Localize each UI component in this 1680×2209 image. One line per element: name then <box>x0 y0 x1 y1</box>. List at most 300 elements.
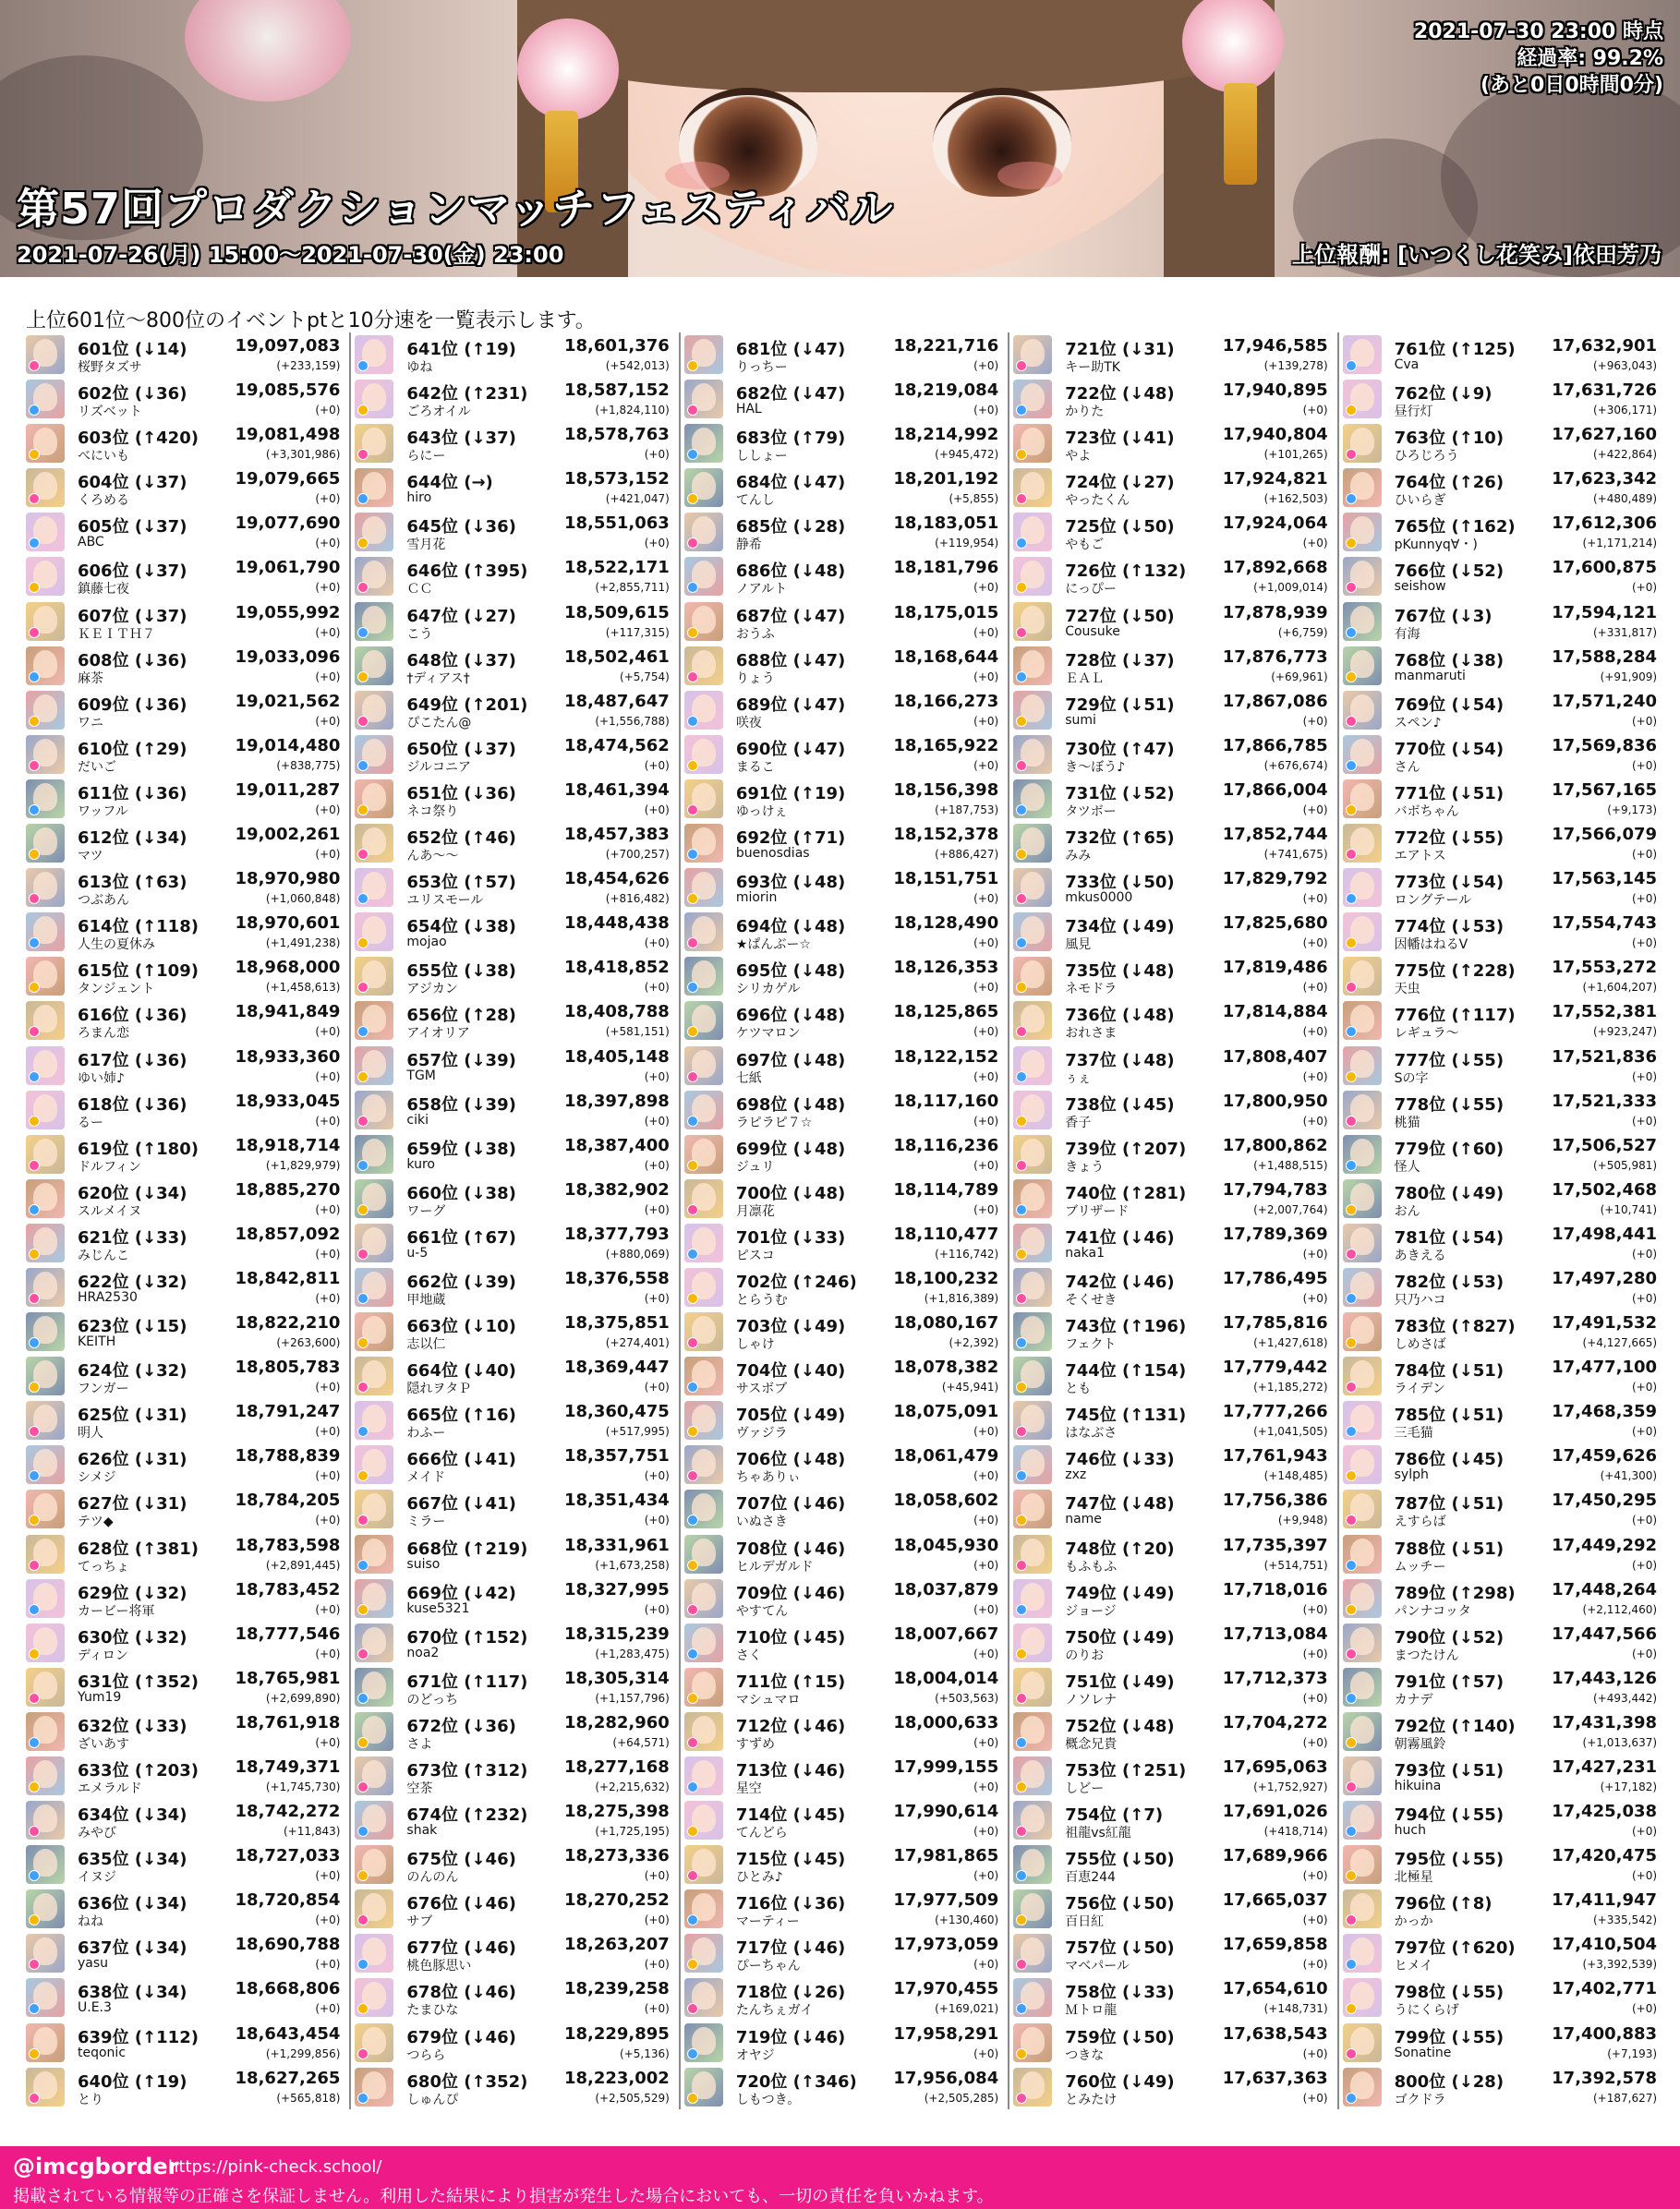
avatar-icon <box>684 1179 723 1218</box>
ten-minute-speed: (+0) <box>1631 936 1658 950</box>
event-points: 17,659,858 <box>1222 1935 1328 1955</box>
event-points: 18,282,960 <box>563 1712 670 1732</box>
ranking-row <box>22 1177 349 1221</box>
producer-name: パンナコッタ <box>1394 1603 1471 1619</box>
event-points: 18,168,644 <box>893 646 999 667</box>
ten-minute-speed: (+0) <box>973 1158 999 1172</box>
ten-minute-speed: (+274,401) <box>605 1336 670 1350</box>
rank-label: 695位 (↓48) <box>735 961 846 982</box>
ranking-row <box>1339 1842 1666 1887</box>
producer-name: 志以仁 <box>406 1337 446 1353</box>
rank-label: 727位 (↓50) <box>1065 606 1175 626</box>
event-points: 18,263,207 <box>563 1935 670 1955</box>
ranking-row <box>681 1398 1008 1442</box>
ranking-row <box>351 777 678 821</box>
producer-name: おうふ <box>735 626 775 642</box>
rank-label: 745位 (↑131) <box>1065 1406 1187 1426</box>
producer-name: 祖龍vs紅龍 <box>1065 1826 1131 1841</box>
ten-minute-speed: (+0) <box>973 1958 999 1972</box>
ranking-row <box>351 377 678 421</box>
rank-label: 730位 (↑47) <box>1065 739 1175 759</box>
ten-minute-speed: (+2,855,711) <box>595 581 670 595</box>
ten-minute-speed: (+11,843) <box>284 1825 341 1839</box>
ten-minute-speed: (+0) <box>973 2046 999 2060</box>
event-points: 17,973,059 <box>893 1935 999 1955</box>
rank-label: 619位 (↑180) <box>78 1139 199 1159</box>
ranking-column <box>349 332 678 2109</box>
producer-name: とらうむ <box>735 1292 788 1308</box>
producer-name: 只乃ハコ <box>1394 1292 1446 1308</box>
rank-label: 663位 (↓10) <box>406 1317 516 1337</box>
event-points: 18,331,961 <box>563 1535 670 1555</box>
producer-name: うにくらげ <box>1394 2003 1459 2019</box>
ranking-row <box>1339 644 1666 688</box>
ranking-row <box>1339 1398 1666 1442</box>
ten-minute-speed: (+0) <box>644 1514 670 1527</box>
event-points: 17,443,126 <box>1552 1668 1658 1688</box>
producer-name: つぶあん <box>78 893 129 909</box>
avatar-icon <box>1013 1224 1052 1262</box>
producer-name: エアトス <box>1394 849 1446 864</box>
ten-minute-speed: (+0) <box>1302 714 1328 728</box>
rank-label: 671位 (↑117) <box>406 1672 528 1692</box>
producer-name: オヤジ <box>735 2047 775 2063</box>
event-points: 17,420,475 <box>1552 1846 1658 1866</box>
event-points: 18,214,992 <box>893 425 999 445</box>
event-points: 18,229,895 <box>563 2023 670 2044</box>
avatar-icon <box>684 1934 723 1973</box>
avatar-icon <box>1013 957 1052 996</box>
rank-label: 670位 (↑152) <box>406 1627 528 1648</box>
rank-label: 725位 (↓50) <box>1065 517 1175 537</box>
rank-label: 716位 (↓36) <box>735 1894 846 1914</box>
avatar-icon <box>684 1624 723 1662</box>
event-points: 18,933,045 <box>235 1091 341 1111</box>
avatar-icon <box>1343 1624 1382 1662</box>
ten-minute-speed: (+119,954) <box>935 537 999 550</box>
event-points: 18,509,615 <box>563 602 670 622</box>
producer-name: さく <box>735 1648 762 1663</box>
rank-label: 617位 (↓36) <box>78 1050 187 1070</box>
event-points: 19,061,790 <box>235 558 341 578</box>
ranking-row <box>1009 1088 1336 1132</box>
ten-minute-speed: (+421,047) <box>605 492 670 506</box>
producer-name: くろめる <box>78 493 129 509</box>
event-points: 18,239,258 <box>563 1979 670 1999</box>
producer-name: hikuina <box>1394 1779 1442 1793</box>
producer-name: ゆい姉♪ <box>78 1070 125 1086</box>
ten-minute-speed: (+263,600) <box>276 1336 341 1350</box>
rank-label: 620位 (↓34) <box>78 1183 187 1203</box>
event-points: 18,183,051 <box>893 513 999 534</box>
event-points: 18,822,210 <box>235 1313 341 1334</box>
rank-label: 624位 (↓32) <box>78 1361 187 1382</box>
event-points: 18,116,236 <box>893 1135 999 1155</box>
rank-label: 699位 (↓48) <box>735 1139 846 1159</box>
avatar-icon <box>1013 1091 1052 1129</box>
rank-label: 618位 (↓36) <box>78 1094 187 1115</box>
avatar-icon <box>684 1712 723 1751</box>
ranking-row <box>681 1576 1008 1621</box>
rank-label: 724位 (↓27) <box>1065 473 1175 493</box>
ten-minute-speed: (+2,505,529) <box>595 2091 670 2105</box>
producer-name: 甲地蔵 <box>406 1292 446 1308</box>
ten-minute-speed: (+0) <box>315 1425 341 1439</box>
ranking-row <box>22 1398 349 1442</box>
avatar-icon <box>26 1179 65 1218</box>
ranking-row <box>1009 1398 1336 1442</box>
ranking-row <box>1339 421 1666 465</box>
ten-minute-speed: (+0) <box>1631 1381 1658 1394</box>
producer-name: 星空 <box>735 1781 762 1796</box>
avatar-icon <box>355 1401 393 1440</box>
ranking-row <box>1339 821 1666 865</box>
avatar-icon <box>26 691 65 730</box>
avatar-icon <box>1013 2068 1052 2106</box>
avatar-icon <box>355 602 393 641</box>
ten-minute-speed: (+0) <box>644 2002 670 2016</box>
event-points: 18,357,751 <box>563 1446 670 1467</box>
rank-label: 652位 (↑46) <box>406 828 516 849</box>
avatar-icon <box>684 1889 723 1928</box>
ranking-row <box>22 421 349 465</box>
event-points: 19,079,665 <box>235 469 341 489</box>
ten-minute-speed: (+880,069) <box>605 1247 670 1261</box>
rank-label: 657位 (↓39) <box>406 1050 516 1070</box>
event-points: 18,058,602 <box>893 1491 999 1511</box>
ten-minute-speed: (+422,864) <box>1592 448 1658 462</box>
ranking-row <box>681 998 1008 1043</box>
twitter-handle[interactable]: @imcgborder <box>13 2154 179 2179</box>
ten-minute-speed: (+0) <box>315 848 341 862</box>
event-points: 17,808,407 <box>1222 1046 1328 1067</box>
event-points: 18,408,788 <box>563 1002 670 1022</box>
event-points: 18,970,601 <box>235 913 341 934</box>
avatar-icon <box>26 779 65 818</box>
producer-name: ししょー <box>735 449 788 465</box>
rank-label: 702位 (↑246) <box>735 1272 857 1292</box>
ten-minute-speed: (+700,257) <box>605 848 670 862</box>
event-points: 17,553,272 <box>1552 958 1658 978</box>
avatar-icon <box>355 1224 393 1262</box>
event-points: 17,665,037 <box>1222 1890 1328 1911</box>
ranking-row <box>1339 998 1666 1043</box>
avatar-icon <box>355 2023 393 2062</box>
ten-minute-speed: (+0) <box>973 1069 999 1083</box>
event-points: 18,405,148 <box>563 1046 670 1067</box>
event-points: 17,567,165 <box>1552 779 1658 800</box>
ten-minute-speed: (+1,752,927) <box>1253 1780 1328 1793</box>
rank-label: 697位 (↓48) <box>735 1050 846 1070</box>
producer-name: しゃけ <box>735 1337 775 1353</box>
avatar-icon <box>1013 557 1052 596</box>
producer-name: にっぴー <box>1065 582 1117 598</box>
event-points: 17,497,280 <box>1552 1268 1658 1288</box>
event-points: 18,377,793 <box>563 1224 670 1244</box>
ranking-row <box>351 1754 678 1798</box>
avatar-icon <box>1343 1889 1382 1928</box>
ten-minute-speed: (+139,278) <box>1263 359 1328 372</box>
ranking-row <box>681 1665 1008 1709</box>
event-points: 17,654,610 <box>1222 1979 1328 1999</box>
ranking-row <box>681 1842 1008 1887</box>
event-points: 18,045,930 <box>893 1535 999 1555</box>
ten-minute-speed: (+1,427,618) <box>1253 1336 1328 1350</box>
event-points: 17,427,231 <box>1552 1757 1658 1777</box>
event-points: 17,569,836 <box>1552 735 1658 755</box>
avatar-icon <box>355 1934 393 1973</box>
rank-label: 771位 (↓51) <box>1394 783 1505 803</box>
producer-name: ケツマロン <box>735 1026 801 1042</box>
rank-label: 606位 (↓37) <box>78 561 187 582</box>
ranking-row <box>1339 1754 1666 1798</box>
avatar-icon <box>1343 2068 1382 2106</box>
ranking-row <box>351 1442 678 1487</box>
ten-minute-speed: (+1,745,730) <box>265 1780 341 1793</box>
ranking-row <box>1339 465 1666 510</box>
avatar-icon <box>355 1091 393 1129</box>
ranking-row <box>22 1754 349 1798</box>
avatar-icon <box>1013 1934 1052 1973</box>
rank-label: 664位 (↓40) <box>406 1361 516 1382</box>
ranking-row <box>1009 377 1336 421</box>
rank-label: 731位 (↓52) <box>1065 783 1175 803</box>
producer-name: huch <box>1394 1823 1426 1839</box>
producer-name: 麻茶 <box>78 670 103 686</box>
event-points: 18,000,633 <box>893 1712 999 1732</box>
producer-name: ろまん恋 <box>78 1026 129 1042</box>
ranking-row <box>351 1487 678 1531</box>
event-points: 17,594,121 <box>1552 602 1658 622</box>
event-points: 18,125,865 <box>893 1002 999 1022</box>
event-points: 17,794,783 <box>1222 1179 1328 1200</box>
event-points: 18,551,063 <box>563 513 670 534</box>
ranking-row <box>22 644 349 688</box>
avatar-icon <box>1343 646 1382 685</box>
ten-minute-speed: (+0) <box>315 1381 341 1394</box>
ten-minute-speed: (+0) <box>644 981 670 995</box>
producer-name: とも <box>1065 1382 1092 1397</box>
rank-label: 776位 (↑117) <box>1394 1006 1516 1026</box>
producer-name: はなぶさ <box>1065 1426 1118 1442</box>
event-points: 18,156,398 <box>893 779 999 800</box>
event-points: 18,970,980 <box>235 869 341 889</box>
ten-minute-speed: (+0) <box>1631 848 1658 862</box>
event-points: 18,114,789 <box>893 1179 999 1200</box>
timestamp: 2021-07-30 23:00 時点 <box>1413 20 1663 43</box>
ten-minute-speed: (+0) <box>315 1869 341 1883</box>
ranking-row <box>22 1842 349 1887</box>
producer-name: ドルフィン <box>78 1159 141 1175</box>
producer-name: きょう <box>1065 1159 1105 1175</box>
event-points: 17,695,063 <box>1222 1757 1328 1777</box>
ten-minute-speed: (+2,007,764) <box>1253 1202 1328 1216</box>
event-points: 18,461,394 <box>563 779 670 800</box>
event-points: 17,876,773 <box>1222 646 1328 667</box>
ten-minute-speed: (+493,442) <box>1592 1691 1658 1705</box>
rank-label: 678位 (↓46) <box>406 1983 516 2003</box>
producer-name: とみたけ <box>1065 2092 1118 2107</box>
ranking-row <box>1009 1132 1336 1177</box>
ten-minute-speed: (+0) <box>644 1114 670 1128</box>
rank-label: 626位 (↓31) <box>78 1450 187 1470</box>
event-points: 17,449,292 <box>1552 1535 1658 1555</box>
rank-label: 690位 (↓47) <box>735 739 846 759</box>
avatar-icon <box>1343 1179 1382 1218</box>
ten-minute-speed: (+0) <box>644 1869 670 1883</box>
avatar-icon <box>684 1312 723 1351</box>
ranking-row <box>1339 1442 1666 1487</box>
rank-label: 772位 (↓55) <box>1394 828 1505 849</box>
ten-minute-speed: (+0) <box>1302 803 1328 816</box>
avatar-icon <box>355 646 393 685</box>
event-points: 17,402,771 <box>1552 1979 1658 1999</box>
ranking-row <box>1339 2021 1666 2065</box>
ten-minute-speed: (+0) <box>1302 936 1328 950</box>
ten-minute-speed: (+0) <box>644 936 670 950</box>
ranking-row <box>1339 554 1666 598</box>
ranking-row <box>681 1798 1008 1842</box>
ten-minute-speed: (+1,824,110) <box>595 404 670 417</box>
event-points: 17,563,145 <box>1552 869 1658 889</box>
ranking-row <box>22 2065 349 2109</box>
site-link[interactable]: https://pink-check.school/ <box>168 2157 382 2177</box>
avatar-icon <box>1343 779 1382 818</box>
avatar-icon <box>1343 1357 1382 1395</box>
producer-name: ロングテール <box>1394 893 1472 909</box>
ten-minute-speed: (+0) <box>1302 1602 1328 1616</box>
producer-name: 人生の夏休み <box>78 937 155 953</box>
rank-label: 729位 (↓51) <box>1065 694 1175 715</box>
ten-minute-speed: (+0) <box>644 758 670 772</box>
ten-minute-speed: (+0) <box>1631 1514 1658 1527</box>
ranking-row <box>1339 510 1666 554</box>
avatar-icon <box>26 424 65 463</box>
ten-minute-speed: (+0) <box>973 404 999 417</box>
producer-name: 有海 <box>1394 626 1420 642</box>
rank-label: 622位 (↓32) <box>78 1272 187 1292</box>
rank-label: 688位 (↓47) <box>735 650 846 670</box>
update-info <box>1414 18 1663 99</box>
ranking-row <box>351 1842 678 1887</box>
event-points: 19,021,562 <box>235 691 341 711</box>
avatar-icon <box>355 912 393 951</box>
avatar-icon <box>26 1889 65 1928</box>
ranking-column <box>22 332 349 2109</box>
avatar-icon <box>1013 468 1052 507</box>
avatar-icon <box>1343 691 1382 730</box>
producer-name: だいご <box>78 759 116 775</box>
producer-name: ディロン <box>78 1648 128 1663</box>
avatar-icon <box>26 1312 65 1351</box>
avatar-icon <box>26 1224 65 1262</box>
event-points: 17,410,504 <box>1552 1935 1658 1955</box>
ten-minute-speed: (+0) <box>973 1780 999 1793</box>
ten-minute-speed: (+0) <box>315 1291 341 1305</box>
ten-minute-speed: (+0) <box>973 936 999 950</box>
ten-minute-speed: (+187,753) <box>935 803 999 816</box>
rank-label: 799位 (↓55) <box>1394 2027 1505 2047</box>
avatar-icon <box>1013 1801 1052 1840</box>
ranking-row <box>22 732 349 777</box>
ten-minute-speed: (+4,127,665) <box>1582 1336 1658 1350</box>
ten-minute-speed: (+963,043) <box>1592 359 1658 372</box>
rank-label: 674位 (↑232) <box>406 1805 528 1826</box>
ranking-row <box>681 644 1008 688</box>
rank-label: 760位 (↓49) <box>1065 2071 1175 2092</box>
ranking-row <box>351 1931 678 1975</box>
ten-minute-speed: (+542,013) <box>605 359 670 372</box>
producer-name: 香子 <box>1065 1115 1092 1130</box>
avatar-icon <box>684 868 723 907</box>
rank-label: 661位 (↑67) <box>406 1227 516 1248</box>
avatar-icon <box>1013 1978 1052 2017</box>
rank-label: 655位 (↓38) <box>406 961 516 982</box>
producer-name: ネモドラ <box>1065 982 1118 997</box>
producer-name: yasu <box>78 1956 109 1972</box>
ten-minute-speed: (+1,556,788) <box>595 714 670 728</box>
rank-label: 639位 (↑112) <box>78 2027 199 2047</box>
ranking-row <box>22 1487 349 1531</box>
producer-name: 因幡はねるV <box>1394 937 1468 953</box>
ranking-row <box>351 1354 678 1398</box>
avatar-icon <box>1343 1401 1382 1440</box>
event-points: 17,999,155 <box>893 1757 999 1777</box>
rank-label: 605位 (↓37) <box>78 517 187 537</box>
avatar-icon <box>1343 1312 1382 1351</box>
producer-name: 朝霧風鈴 <box>1394 1736 1446 1752</box>
rank-label: 665位 (↑16) <box>406 1406 516 1426</box>
ten-minute-speed: (+2,112,460) <box>1582 1602 1658 1616</box>
rank-label: 653位 (↑57) <box>406 873 516 893</box>
ranking-row <box>1009 1354 1336 1398</box>
producer-name: しもつき。 <box>735 2092 801 2107</box>
producer-name: ライデン <box>1394 1382 1445 1397</box>
ten-minute-speed: (+2,215,632) <box>595 1780 670 1793</box>
event-points: 17,431,398 <box>1552 1712 1658 1732</box>
avatar-icon <box>1013 335 1052 374</box>
rank-label: 788位 (↓51) <box>1394 1539 1505 1559</box>
ten-minute-speed: (+2,392) <box>949 1336 999 1350</box>
producer-name: buenosdias <box>735 846 810 862</box>
event-points: 17,878,939 <box>1222 602 1328 622</box>
rank-label: 649位 (↑201) <box>406 694 528 715</box>
event-points: 18,857,092 <box>235 1224 341 1244</box>
ten-minute-speed: (+0) <box>1631 892 1658 906</box>
ranking-row <box>1009 332 1336 377</box>
ten-minute-speed: (+0) <box>1631 1869 1658 1883</box>
ten-minute-speed: (+0) <box>315 1913 341 1927</box>
rank-label: 763位 (↑10) <box>1394 429 1505 449</box>
event-points: 18,784,205 <box>235 1491 341 1511</box>
event-points: 18,941,849 <box>235 1002 341 1022</box>
top-reward: 上位報酬: [いつくし花笑み]依田芳乃 <box>1292 242 1662 268</box>
rank-label: 740位 (↑281) <box>1065 1183 1187 1203</box>
ranking-row <box>681 732 1008 777</box>
rank-label: 644位 (→) <box>406 473 493 493</box>
producer-name: name <box>1065 1512 1102 1527</box>
avatar-icon <box>355 779 393 818</box>
avatar-icon <box>355 1978 393 2017</box>
ten-minute-speed: (+0) <box>973 1602 999 1616</box>
ranking-row <box>1339 599 1666 644</box>
ranking-row <box>351 1798 678 1842</box>
ranking-row <box>681 1532 1008 1576</box>
rank-label: 677位 (↓46) <box>406 1938 516 1959</box>
event-points: 17,958,291 <box>893 2023 999 2044</box>
disclaimer: 掲載されている情報等の正確さを保証しません。利用した結果により損害が発生した場合においても、一切の責任を負いかねます。 <box>13 2187 994 2206</box>
event-points: 17,981,865 <box>893 1846 999 1866</box>
